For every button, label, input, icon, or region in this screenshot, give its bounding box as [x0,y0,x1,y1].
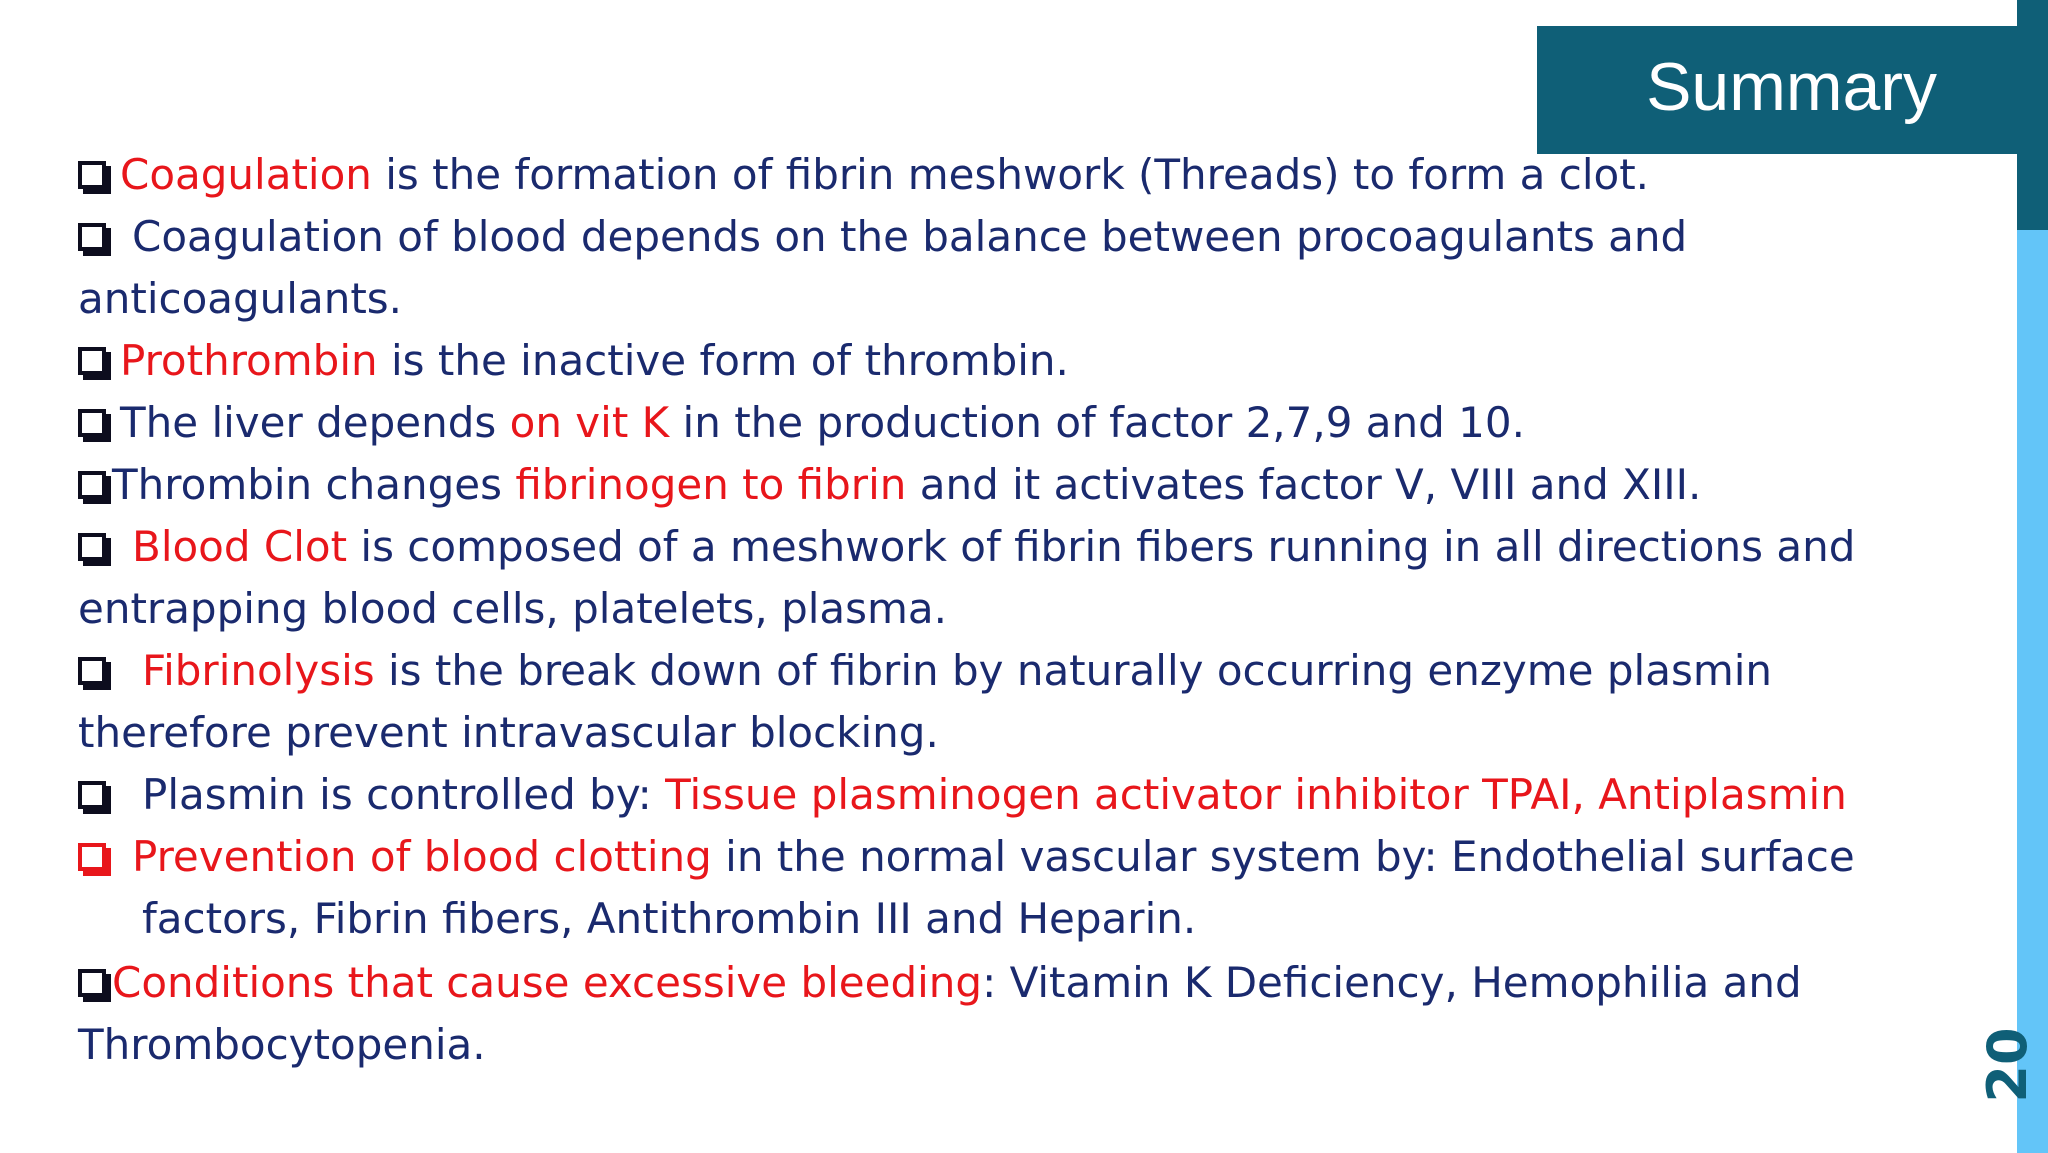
bullet-coagulation-balance [78,206,1878,330]
highlight-term: Fibrinolysis [142,646,375,695]
checkbox-bullet-icon [78,471,106,499]
bullet-text-before: Thrombin changes [112,460,516,509]
highlight-term: fibrinogen to fibrin [515,460,907,509]
checkbox-bullet-icon [78,781,106,809]
side-strip-dark [2017,0,2048,230]
highlight-term: Prevention of blood clotting [132,832,712,881]
bullet-text: is the formation of fibrin meshwork (Threads) to form a clot. [371,150,1650,199]
bullet-text: is composed of a meshwork of fibrin fibers running in all directions and entrapping blood cells, platelets, plasma. [78,522,1856,633]
highlight-term: Conditions that cause excessive bleeding [112,958,983,1007]
summary-list [78,144,1878,1076]
bullet-text: and it activates factor V, VIII and XIII. [906,460,1702,509]
checkbox-bullet-icon [78,223,106,251]
bullet-fibrinolysis [78,640,1878,764]
bullet-text: in the production of factor 2,7,9 and 10. [669,398,1525,447]
bullet-text: : Vitamin K Deficiency, Hemophilia and Thrombocytopenia. [78,958,1802,1069]
bullet-plasmin [78,764,1878,826]
bullet-thrombin [78,454,1878,516]
highlight-term: on vit K [509,398,670,447]
checkbox-bullet-icon [78,533,106,561]
bullet-text-before: The liver depends [120,398,510,447]
highlight-term: Blood Clot [132,522,348,571]
bullet-prothrombin [78,330,1878,392]
title-bar [1537,26,2017,154]
bullet-text: is the break down of fibrin by naturally occurring enzyme plasmin therefore prevent intravascular blocking. [78,646,1773,757]
page-number: 20 [1976,1027,2039,1103]
checkbox-bullet-icon [78,161,106,189]
highlight-term: Tissue plasminogen activator inhibitor TPAI, Antiplasmin [665,770,1847,819]
bullet-text-before: Plasmin is controlled by: [142,770,666,819]
bullet-text: is the inactive form of thrombin. [377,336,1069,385]
highlight-term: Coagulation [120,150,372,199]
bullet-bleeding-conditions [78,952,1878,1076]
checkbox-bullet-icon [78,843,106,871]
checkbox-bullet-icon [78,657,106,685]
bullet-liver-vitk [78,392,1878,454]
bullet-text: in the normal vascular system by: Endothelial surface factors, Fibrin fibers, Antithrombin III and Heparin. [142,832,1855,943]
bullet-blood-clot [78,516,1878,640]
checkbox-bullet-icon [78,409,106,437]
slide-title: Summary [1646,49,1937,125]
bullet-prevention [78,826,1878,950]
checkbox-bullet-icon [78,969,106,997]
checkbox-bullet-icon [78,347,106,375]
bullet-text: Coagulation of blood depends on the balance between procoagulants and anticoagulants. [78,212,1688,323]
highlight-term: Prothrombin [120,336,378,385]
bullet-coagulation [78,144,1878,206]
